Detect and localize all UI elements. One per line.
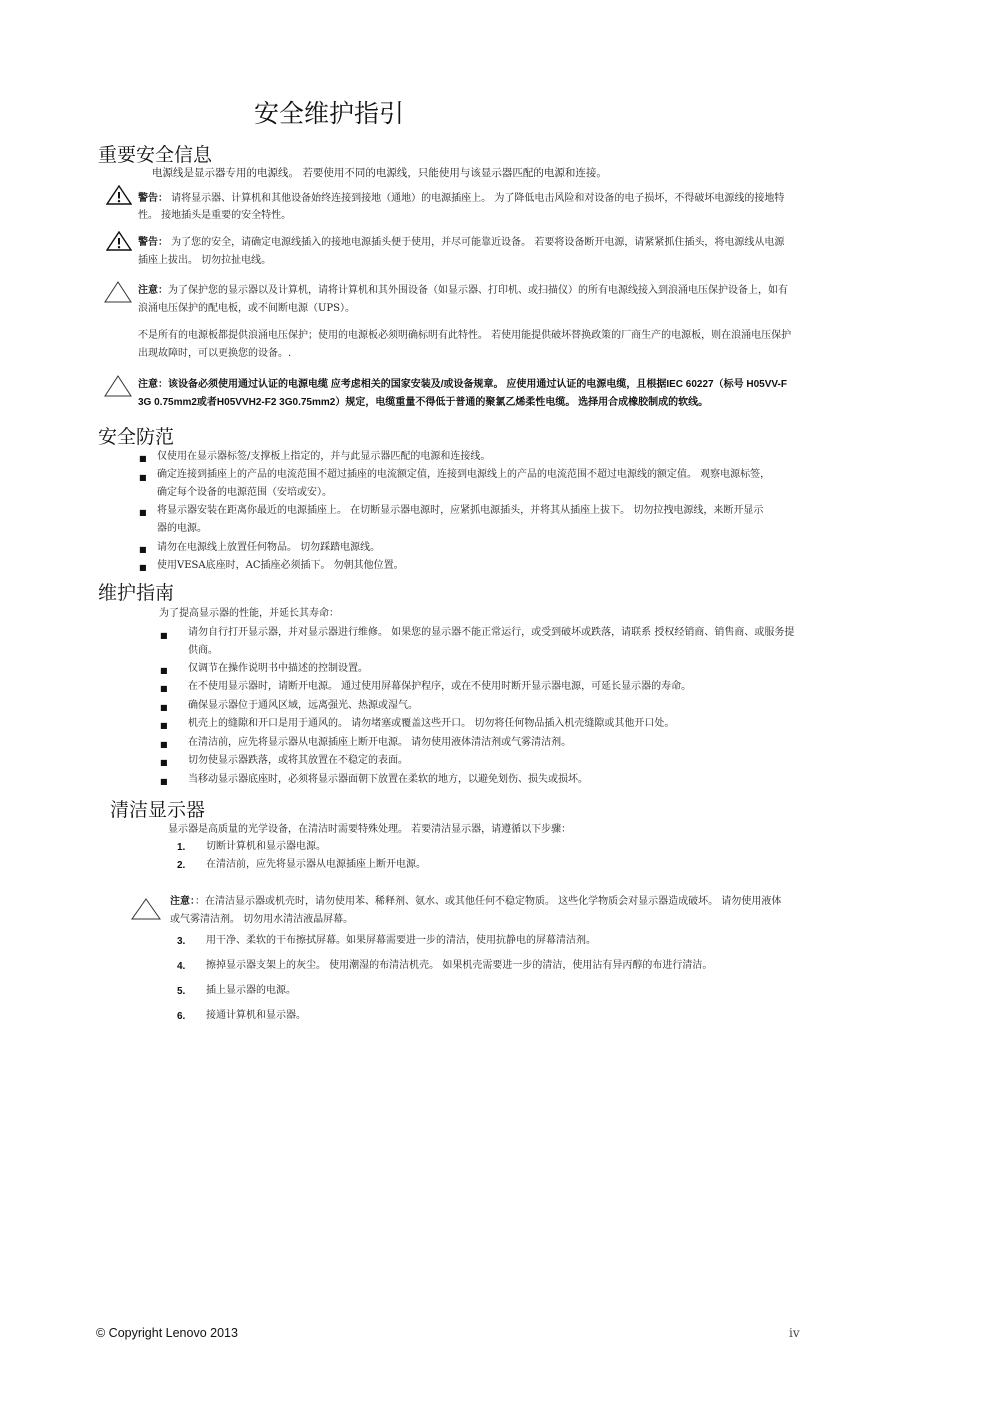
step-number: 6.: [177, 1011, 186, 1022]
bullet-icon: ■: [160, 666, 168, 675]
bullet-icon: ■: [139, 473, 147, 482]
bullet-icon: ■: [160, 631, 168, 640]
cleaning-note-line1: 注意：：在清洁显示器或机壳时，请勿使用苯、稀释剂、氨水、或其他任何不稳定物质。 这些化学物质会对显示器造成破坏。 请勿使用液体: [170, 896, 782, 907]
list-item: 确保显示器位于通风区域，远离强光、热源或湿气。: [188, 700, 418, 711]
cleaning-note-line2: 或气雾清洁剂。 切勿用水清洁液晶屏幕。: [170, 914, 354, 925]
step-text: 接通计算机和显示器。: [206, 1010, 306, 1021]
warning-1-text: 警告： 请将显示器、计算机和其他设备始终连接到接地（通地）的电源插座上。 为了降低电击风险和对设备的电子损坏，不得破坏电源线的接地特: [138, 193, 785, 204]
warning-2-text: 警告： 为了您的安全，请确定电源线插入的接地电源插头便于使用，并尽可能靠近设备。 若要将设备断开电源，请紧紧抓住插头，将电源线从电源: [138, 237, 785, 248]
list-item-continuation: 确定每个设备的电源范围（安培或安）。: [157, 487, 332, 498]
step-number: 2.: [177, 860, 186, 871]
caution-icon: [131, 898, 161, 920]
step-number: 4.: [177, 961, 186, 972]
warning-1-text-line2: 性。 接地插头是重要的安全特性。: [138, 210, 292, 221]
bullet-icon: ■: [139, 454, 147, 463]
safety-intro: 电源线是显示器专用的电源线。 若要使用不同的电源线，只能使用与该显示器匹配的电源和连接。: [152, 167, 607, 179]
list-item-continuation: 供商。: [188, 645, 218, 656]
bullet-icon: ■: [160, 721, 168, 730]
step-text: 插上显示器的电源。: [206, 985, 296, 996]
warning-label: 警告：: [138, 237, 168, 248]
caution-icon: [104, 281, 132, 303]
step-number: 5.: [177, 986, 186, 997]
page-number: iv: [789, 1326, 800, 1340]
maintenance-intro: 为了提高显示器的性能，并延长其寿命：: [159, 608, 339, 619]
bullet-icon: ■: [139, 545, 147, 554]
section-heading-maintenance: 维护指南: [98, 582, 175, 604]
step-text: 切断计算机和显示器电源。: [206, 841, 326, 852]
section-heading-safety-info: 重要安全信息: [98, 144, 213, 166]
step-text: 用干净、柔软的干布擦拭屏幕。如果屏幕需要进一步的清洁，使用抗静电的屏幕清洁剂。: [206, 935, 596, 946]
step-text: 擦掉显示器支架上的灰尘。 使用潮湿的布清洁机壳。 如果机壳需要进一步的清洁，使用沾有异丙醇的布进行清洁。: [206, 960, 713, 971]
warning-icon: [106, 185, 132, 205]
caution-label: 注意：: [170, 896, 195, 907]
bullet-icon: ■: [139, 508, 147, 517]
list-item: 仅使用在显示器标签/支撑板上指定的，并与此显示器匹配的电源和连接线。: [157, 451, 491, 462]
list-item: 使用VESA底座时，AC插座必须插下。 勿朝其他位置。: [157, 560, 404, 571]
bullet-icon: ■: [160, 758, 168, 767]
caution-1-text: 注意：为了保护您的显示器以及计算机，请将计算机和其外围设备（如显示器、打印机、或扫描仪）的所有电源线接入到浪涌电压保护设备上，如有: [138, 285, 788, 296]
warning-2-text-line2: 插座上拔出。 切勿拉扯电线。: [138, 255, 272, 266]
list-item: 当移动显示器底座时，必须将显示器面朝下放置在柔软的地方，以避免划伤、损失或损坏。: [188, 774, 588, 785]
bullet-icon: ■: [139, 563, 147, 572]
step-text: 在清洁前，应先将显示器从电源插座上断开电源。: [206, 859, 426, 870]
list-item: 将显示器安装在距离你最近的电源插座上。 在切断显示器电源时，应紧抓电源插头，并将其从插座上拔下。 切勿拉拽电源线，来断开显示: [157, 505, 764, 516]
bullet-icon: ■: [160, 777, 168, 786]
bullet-icon: ■: [160, 740, 168, 749]
step-number: 1.: [177, 842, 186, 853]
section-heading-cleaning: 清洁显示器: [110, 799, 206, 821]
list-item: 切勿使显示器跌落，或将其放置在不稳定的表面。: [188, 755, 408, 766]
section-heading-precautions: 安全防范: [98, 426, 175, 448]
caution-icon: [104, 375, 132, 397]
cleaning-intro: 显示器是高质量的光学设备，在清洁时需要特殊处理。 若要清洁显示器，请遵循以下步骤：: [168, 824, 572, 835]
list-item-continuation: 器的电源。: [157, 523, 207, 534]
caution-label: 注意：: [138, 285, 168, 296]
caution-1-text-line2: 浪涌电压保护的配电板，或不间断电源（UPS）。: [138, 303, 356, 314]
list-item: 机壳上的缝隙和开口是用于通风的。 请勿堵塞或覆盖这些开口。 切勿将任何物品插入机壳缝隙或其他开口处。: [188, 718, 675, 729]
warning-label: 警告：: [138, 193, 168, 204]
caution-2-text-line2: 3G 0.75mm2或者H05VVH2-F2 3G0.75mm2）规定，电缆重量不得低于普通的聚氯乙烯柔性电缆。 选择用合成橡胶制成的软线。: [138, 397, 709, 408]
copyright: © Copyright Lenovo 2013: [96, 1326, 238, 1340]
list-item: 请勿在电源线上放置任何物品。 切勿踩踏电源线。: [157, 542, 381, 553]
surge-note-line2: 出现故障时，可以更换您的设备。.: [138, 348, 292, 359]
step-number: 3.: [177, 936, 186, 947]
caution-2-text-line1: 注意：该设备必须使用通过认证的电源电缆 应考虑相关的国家安装及/或设备规章。 应使用通过认证的电源电缆，且根据IEC 60227（标号 H05VV-F: [138, 379, 787, 390]
list-item: 仅调节在操作说明书中描述的控制设置。: [188, 663, 368, 674]
warning-icon: [106, 231, 132, 251]
bullet-icon: ■: [160, 684, 168, 693]
list-item: 在清洁前，应先将显示器从电源插座上断开电源。 请勿使用液体清洁剂或气雾清洁剂。: [188, 737, 572, 748]
surge-note-line1: 不是所有的电源板都提供浪涌电压保护；使用的电源板必须明确标明有此特性。 若使用能提供破坏替换政策的厂商生产的电源板，则在浪涌电压保护: [138, 330, 792, 341]
list-item: 确定连接到插座上的产品的电流范围不超过插座的电流额定值，连接到电源线上的产品的电流范围不超过电源线的额定值。 观察电源标签，: [157, 469, 771, 480]
page-title: 安全维护指引: [254, 99, 405, 128]
bullet-icon: ■: [160, 703, 168, 712]
list-item: 请勿自行打开显示器，并对显示器进行维修。 如果您的显示器不能正常运行，或受到破坏或跌落，请联系 授权经销商、销售商、或服务提: [188, 627, 795, 638]
list-item: 在不使用显示器时，请断开电源。 通过使用屏幕保护程序，或在不使用时断开显示器电源，可延长显示器的寿命。: [188, 681, 692, 692]
